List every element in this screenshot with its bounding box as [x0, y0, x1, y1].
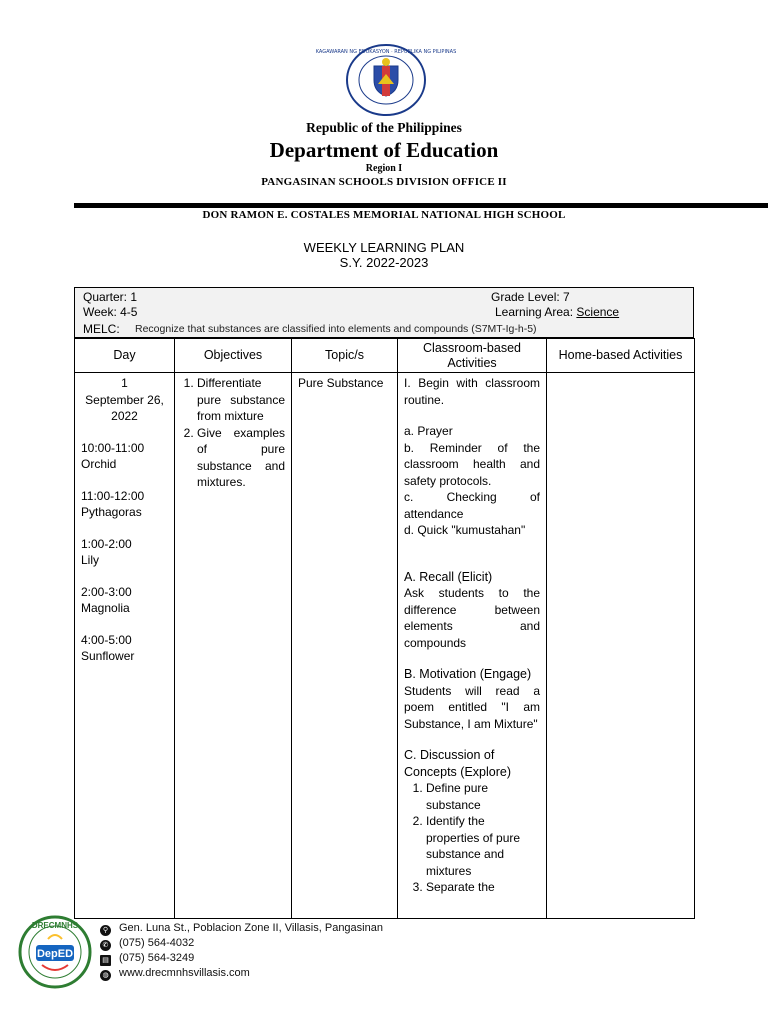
header-topics: Topic/s: [292, 339, 398, 373]
schedule-slot: [81, 488, 168, 521]
melc-text: Recognize that substances are classified into elements and compounds (S7MT-Ig-h-5): [135, 323, 537, 335]
grade-level-label: Grade Level: 7: [491, 290, 570, 304]
globe-icon: ◍: [100, 970, 111, 981]
objective-item: 2. Give examples of pure substance and mixtures.: [197, 425, 285, 491]
footer-phone-1: ✆ (075) 564-4032: [100, 936, 194, 951]
footer-website[interactable]: ◍ www.drecmnhsvillasis.com: [100, 966, 250, 981]
slot-time: 2:00-3:00: [81, 584, 132, 599]
learning-area-label: Learning Area:: [495, 305, 574, 319]
weekly-plan-table: [74, 338, 695, 919]
header-objectives: Objectives: [175, 339, 292, 373]
topic-cell: [292, 373, 398, 919]
motivation-heading: B. Motivation (Engage): [404, 667, 532, 681]
learning-area-value: Science: [576, 305, 620, 319]
schedule-slot: [81, 536, 168, 569]
footer-phone-2: ▤ (075) 564-3249: [100, 951, 194, 966]
schedule-slot: [81, 440, 168, 473]
day-date: September 26, 2022: [85, 392, 164, 423]
seal-text: KAGAWARAN NG EDUKASYON · REPUBLIKA NG PILIPINAS: [315, 49, 457, 55]
republic-heading: Republic of the Philippines: [306, 120, 462, 135]
slot-section: Magnolia: [81, 601, 130, 615]
phone-icon: ✆: [100, 940, 111, 951]
discussion-list: [404, 780, 540, 896]
logo-badge: DepED: [36, 948, 74, 960]
slot-section: Sunflower: [81, 649, 135, 663]
fax-icon: ▤: [100, 955, 111, 966]
schedule-slot: [81, 632, 168, 665]
routine-item: d. Quick "kumustahan": [404, 523, 526, 537]
home-activities-text: [547, 373, 694, 377]
slot-section: Orchid: [81, 457, 117, 471]
header-classroom-activities: Classroom-based Activities: [398, 339, 547, 373]
classroom-activities-cell: [398, 373, 547, 919]
table-row: [75, 373, 695, 919]
objective-item: 1. Differentiate pure substance from mixture: [197, 375, 285, 425]
motivation-text: Students will read a poem entitled "I am Substance, I am Mixture": [404, 683, 540, 731]
slot-time: 1:00-2:00: [81, 536, 132, 551]
discussion-item: 1. Define pure substance: [426, 780, 540, 813]
routine-intro: I. Begin with classroom routine.: [404, 376, 540, 407]
objectives-list: [179, 375, 285, 491]
objectives-cell: [175, 373, 292, 919]
discussion-item: 3. Separate the: [426, 879, 540, 896]
header-rule: [74, 203, 768, 208]
division-heading: PANGASINAN SCHOOLS DIVISION OFFICE II: [261, 176, 507, 188]
topic-text: Pure Substance: [298, 376, 384, 390]
routine-item: c. Checking of attendance: [404, 490, 540, 521]
school-name: DON RAMON E. COSTALES MEMORIAL NATIONAL HIGH SCHOOL: [202, 209, 566, 221]
slot-time: 10:00-11:00: [81, 440, 145, 455]
day-number: 1: [121, 376, 128, 390]
logo-text: DRECMNHS: [31, 921, 79, 930]
discussion-heading: C. Discussion of Concepts (Explore): [404, 748, 511, 779]
deped-seal-logo: [315, 44, 457, 116]
routine-item: a. Prayer: [404, 424, 453, 438]
day-cell: [75, 373, 175, 919]
discussion-item: 2. Identify the properties of pure substance and mixtures: [426, 813, 540, 879]
plan-info-box: [74, 287, 694, 338]
recall-heading: A. Recall (Elicit): [404, 569, 493, 584]
region-heading: Region I: [365, 163, 403, 174]
week-label: Week: 4-5: [83, 305, 138, 319]
learning-area: [495, 305, 619, 319]
routine-item: b. Reminder of the classroom health and safety protocols.: [404, 440, 540, 488]
home-activities-cell: [547, 373, 695, 919]
header-home-activities: Home-based Activities: [547, 339, 695, 373]
plan-title: WEEKLY LEARNING PLAN: [303, 240, 465, 255]
footer-address: ⚲ Gen. Luna St., Poblacion Zone II, Villasis, Pangasinan: [100, 921, 383, 936]
slot-section: Lily: [81, 553, 100, 567]
slot-time: 11:00-12:00: [81, 488, 145, 503]
quarter-label: Quarter: 1: [83, 290, 138, 304]
slot-time: 4:00-5:00: [81, 632, 132, 647]
schedule-slot: [81, 584, 168, 617]
location-pin-icon: ⚲: [100, 925, 111, 936]
table-header-row: [75, 339, 695, 373]
melc-label: MELC:: [83, 322, 120, 336]
school-logo: [18, 915, 92, 989]
school-year: S.Y. 2022-2023: [339, 255, 429, 270]
recall-text: Ask students to the difference between elements and compounds: [404, 586, 540, 650]
slot-section: Pythagoras: [81, 505, 142, 519]
header-day: Day: [75, 339, 175, 373]
department-heading: Department of Education: [269, 138, 499, 162]
